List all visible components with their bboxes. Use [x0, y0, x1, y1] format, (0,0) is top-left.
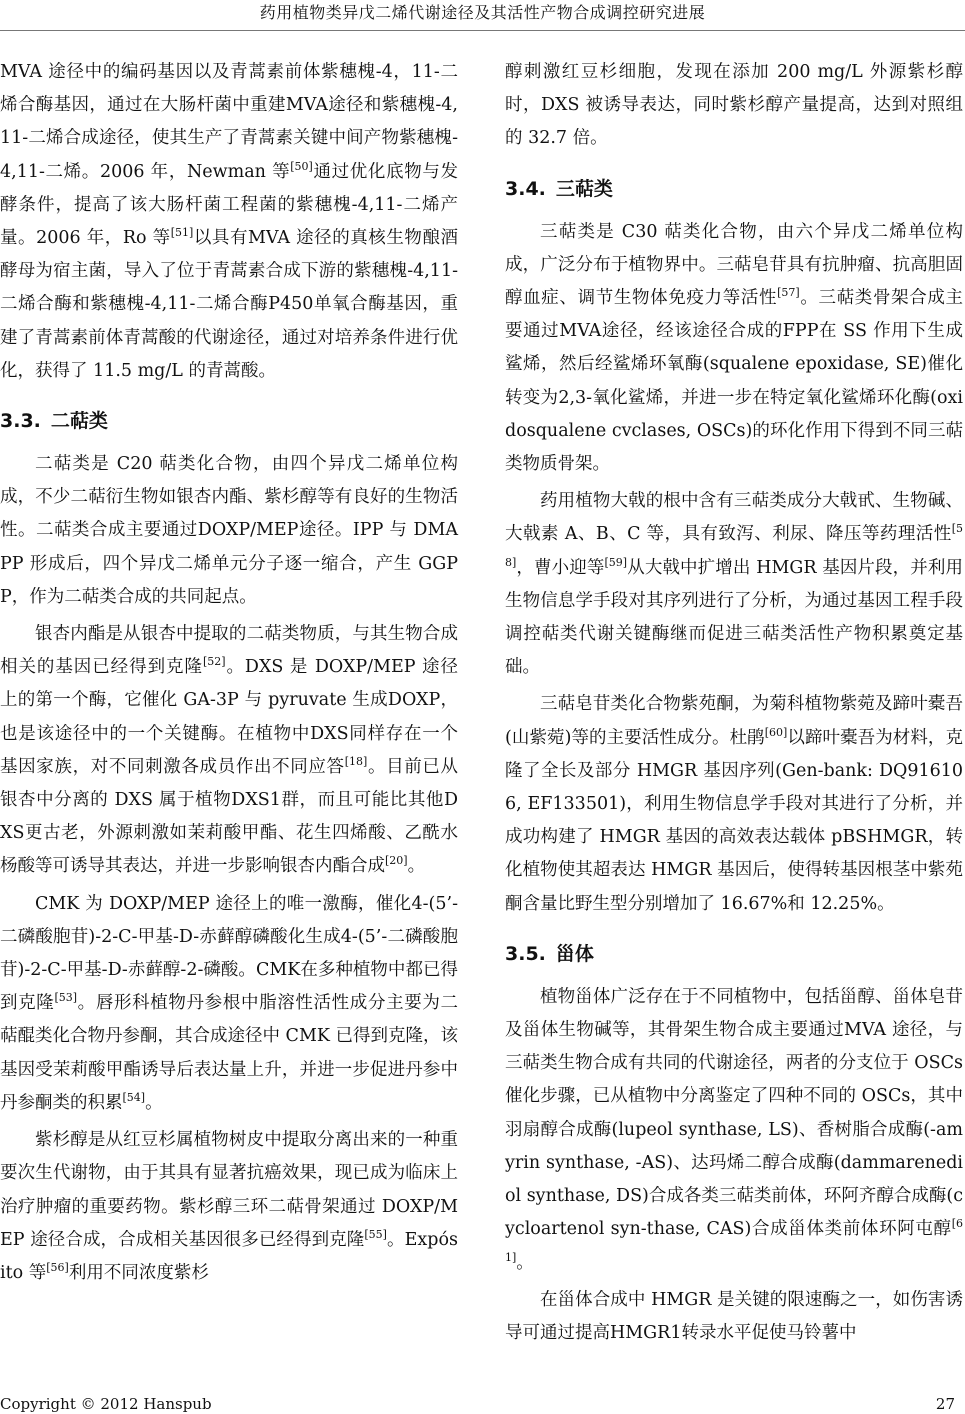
- citation: [20]: [385, 854, 408, 868]
- citation: [18]: [344, 755, 368, 769]
- citation: [58]: [505, 522, 963, 569]
- citation: [50]: [290, 159, 313, 173]
- paragraph-steroids-intro: 植物甾体广泛存在于不同植物中，包括甾醇、甾体皂苷及甾体生物碱等，其骨架生物合成主要通过MVA 途径，与三萜类生物合成有共同的代谢途径，两者的分支位于 OSCs 催化步骤，已从植物中分离鉴定了四种不同的 OSCs，其中羽扇醇合成酶(lupeol synthase, LS)、香树脂合成酶(-amyrin synthase, -AS)、达玛烯二醇合成酶(dammarenediol synthase, DS)合成各类三萜类前体，环阿齐醇合成酶(cycloartenol syn-thase, CAS)合成甾体类前体环阿屯醇[61]。: [505, 986, 964, 1273]
- paragraph-hmgr-steroid: 在甾体合成中 HMGR 是关键的限速酶之一，如伤害诱导可通过提高HMGR1转录水平促使马铃薯中: [505, 1289, 963, 1343]
- paragraph-euphorbia: 药用植物大戟的根中含有三萜类成分大戟甙、生物碱、大戟素 A、B、C 等，具有致泻、利尿、降压等药理活性[58]，曹小迎等[59]从大戟中扩增出 HMGR 基因片段，并利用生物信息学手段对其序列进行了分析，为通过基因工程手段调控萜类代谢关键酶继而促进三萜类活性产物积累奠定基础。: [505, 491, 964, 678]
- paragraph-taxol-continued: 醇刺激红豆杉细胞，发现在添加 200 mg/L 外源紫杉醇时，DXS 被诱导表达，同时紫杉醇产量提高，达到对照组的 32.7 倍。: [505, 62, 963, 149]
- right-column: [505, 56, 963, 1354]
- citation: [59]: [604, 555, 628, 569]
- citation: [55]: [364, 1227, 387, 1241]
- citation: [61]: [505, 1217, 963, 1264]
- copyright-notice: Copyright © 2012 Hanspub: [0, 1395, 212, 1413]
- section-heading-triterpenes: 3.4. 三萜类: [505, 177, 613, 200]
- citation: [52]: [202, 655, 226, 669]
- paragraph-taxol: 紫杉醇是从红豆杉属植物树皮中提取分离出来的一种重要次生代谢物，由于其具有显著抗癌效果，现已成为临床上治疗肿瘤的重要药物。紫杉醇三环二萜骨架通过 DOXP/MEP 途径合成，合成相关基因很多已经得到克隆[55]。Expósito 等[56]利用不同浓度紫杉: [0, 1130, 458, 1283]
- paragraph-shionone: 三萜皂苷类化合物紫苑酮，为菊科植物紫菀及蹄叶橐吾(山紫菀)等的主要活性成分。杜鹃[60]以蹄叶橐吾为材料，克隆了全长及部分 HMGR 基因序列(Gen-bank: DQ916106, EF133501)，利用生物信息学手段对其进行了分析，并成功构建了 HMGR 基因的高效表达载体 pBSHMGR，转化植物使其超表达 HMGR 基因后，使得转基因根茎中紫苑酮含量比野生型分别增加了 16.67%和 12.25%。: [505, 694, 964, 914]
- paragraph-diterpenes-intro: 二萜类是 C20 萜类化合物，由四个异戊二烯单位构成，不少二萜衍生物如银杏内酯、紫杉醇等有良好的生物活性。二萜类合成主要通过DOXP/MEP途径。IPP 与 DMAPP 形成后，四个异戊二烯单元分子逐一缩合，产生 GGPP，作为二萜类合成的共同起点。: [0, 454, 458, 607]
- header-rule: [0, 30, 965, 31]
- paragraph-artemisinin-continued: MVA 途径中的编码基因以及青蒿素前体紫穗槐-4，11-二烯合酶基因，通过在大肠杆菌中重建MVA途径和紫穗槐-4,11-二烯合成途径，使其生产了青蒿素关键中间产物紫穗槐-4,11-二烯。2006 年，Newman 等[50]通过优化底物与发酵条件，提高了该大肠杆菌工程菌的紫穗槐-4,11-二烯产量。2006 年，Ro 等[51]以具有MVA 途径的真核生物酿酒酵母为宿主菌，导入了位于青蒿素合成下游的紫穗槐-4,11-二烯合酶和紫穗槐-4,11-二烯合酶P450单氧合酶基因，重建了青蒿素前体青蒿酸的代谢途径，通过对培养条件进行优化，获得了 11.5 mg/L 的青蒿酸。: [0, 62, 459, 381]
- citation: [60]: [764, 725, 788, 739]
- left-column: [0, 56, 458, 1294]
- citation: [56]: [46, 1261, 69, 1275]
- paragraph-ginkgolide: 银杏内酯是从银杏中提取的二萜类物质，与其生物合成相关的基因已经得到克隆[52]。DXS 是 DOXP/MEP 途径上的第一个酶，它催化 GA-3P 与 pyruvate 生成DOXP，也是该途径中的一个关键酶。在植物中DXS同样存在一个基因家族，对不同刺激各成员作出不同应答[18]。目前已从银杏中分离的 DXS 属于植物DXS1群，而且可能比其他DXS更古老，外源刺激如茉莉酸甲酯、花生四烯酸、乙酰水杨酸等可诱导其表达，并进一步影响银杏内酯合成[20]。: [0, 624, 459, 877]
- citation: [57]: [777, 286, 800, 300]
- section-heading-diterpenes: 3.3. 二萜类: [0, 410, 108, 433]
- page-number: 27: [935, 1395, 955, 1413]
- running-header: 药用植物类异戊二烯代谢途径及其活性产物合成调控研究进展: [259, 3, 706, 22]
- citation: [53]: [54, 991, 78, 1005]
- citation: [54]: [122, 1091, 146, 1105]
- paragraph-cmk: CMK 为 DOXP/MEP 途径上的唯一激酶，催化4-(5’-二磷酸胞苷)-2-C-甲基-D-赤藓醇磷酸化生成4-(5’-二磷酸胞苷)-2-C-甲基-D-赤藓醇-2-磷酸。CMK在多种植物中都已得到克隆[53]。唇形科植物丹参根中脂溶性活性成分主要为二萜醌类化合物丹参酮，其合成途径中 CMK 已得到克隆，该基因受茉莉酸甲酯诱导后表达量上升，并进一步促进丹参中丹参酮类的积累[54]。: [0, 893, 459, 1113]
- section-heading-steroids: 3.5. 甾体: [505, 942, 594, 965]
- citation: [51]: [170, 226, 194, 240]
- paragraph-triterpenes-intro: 三萜类是 C30 萜类化合物，由六个异戊二烯单位构成，广泛分布于植物界中。三萜皂苷具有抗肿瘤、抗高胆固醇血症、调节生物体免疫力等活性[57]。三萜类骨架合成主要通过MVA途径，经该途径合成的FPP在 SS 作用下生成鲨烯，然后经鲨烯环氧酶(squalene epoxidase, SE)催化转变为2,3-氧化鲨烯，并进一步在特定氧化鲨烯环化酶(oxidosqualene cvclases, OSCs)的环化作用下得到不同三萜类物质骨架。: [505, 221, 964, 475]
